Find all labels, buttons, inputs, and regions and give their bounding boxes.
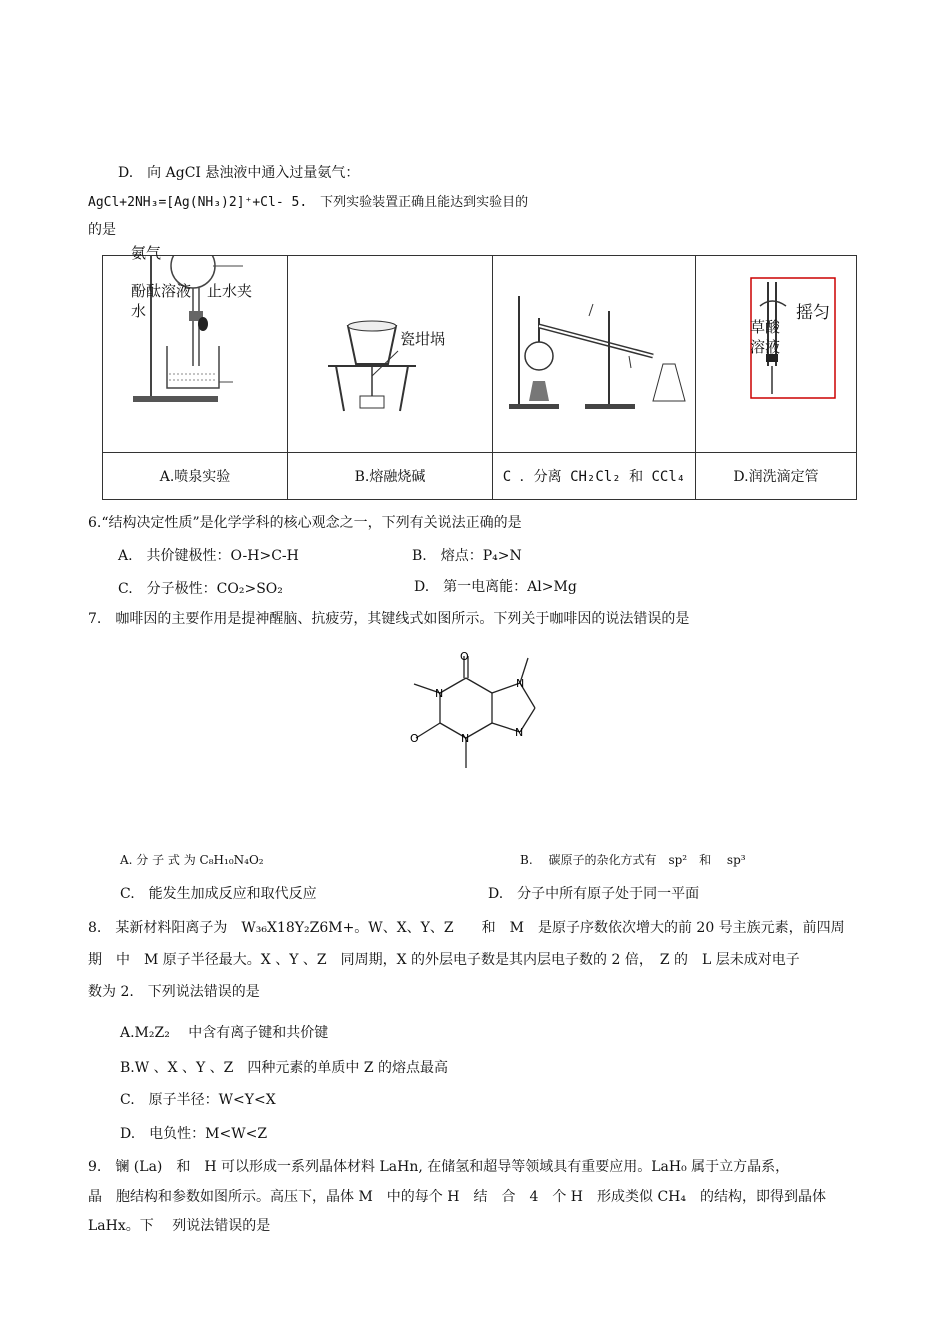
label-water: 水 — [131, 302, 147, 320]
q4-equation — [88, 191, 528, 210]
q9-stem-line1: 9. 镧 (La) 和 H 可以形成一系列晶体材料 LaHn, 在储氢和超导等领域具有重要应用。LaH₀ 属于立方晶系， — [88, 1159, 790, 1175]
crucible-apparatus-diagram — [288, 256, 492, 452]
caffeine-structure-diagram — [400, 650, 560, 780]
q8-option-c: C. 原子半径：W<Y<X — [120, 1092, 276, 1108]
q8-option-a: A.M₂Z₂ 中含有离子键和共价键 — [120, 1025, 329, 1041]
q6-option-d: D. 第一电离能：Al>Mg — [414, 579, 577, 595]
q8-option-b: B.W 、X 、Y 、Z 四种元素的单质中 Z 的熔点最高 — [120, 1060, 449, 1076]
atom-n-1: N — [435, 687, 444, 700]
atom-n-7: N — [516, 677, 525, 690]
q7-option-b: B. 碳原子的杂化方式有 sp² 和 sp³ — [520, 853, 746, 867]
label-clamp: 止水夹 — [207, 282, 253, 300]
q7-option-d: D. 分子中所有原子处于同一平面 — [488, 886, 700, 902]
q8-option-d: D. 电负性：M<W<Z — [120, 1126, 268, 1142]
caption-a: A.喷泉实验 — [103, 453, 288, 500]
q6-option-c: C. 分子极性：CO₂>SO₂ — [118, 581, 283, 597]
q6-stem: 6.“结构决定性质”是化学学科的核心观念之一，下列有关说法正确的是 — [88, 515, 522, 531]
caption-d: D.润洗滴定管 — [696, 453, 857, 500]
q6-option-a: A. 共价键极性：O-H>C-H — [118, 548, 299, 564]
q7-option-a: A. 分 子 式 为 C₈H₁₀N₄O₂ — [120, 853, 264, 867]
q5-apparatus-table — [102, 244, 857, 500]
cell-b-image — [288, 256, 493, 453]
q8-stem-line2: 期 中 M 原子半径最大。X 、Y 、Z 同周期，X 的外层电子数是其内层电子数的 2 倍， Z 的 L 层未成对电子 — [88, 952, 800, 968]
q9-stem-line3: LaHx。下 列说法错误的是 — [88, 1218, 271, 1234]
q9-stem-line2: 晶 胞结构和参数如图所示。高压下，晶体 M 中的每个 H 结 合 4 个 H 形成类似 CH₄ 的结构，即得到晶体 — [88, 1189, 826, 1205]
q8-stem-line1: 8. 某新材料阳离子为 W₃₆X18Y₂Z6M+。W、X、Y、Z 和 M 是原子序数依次增大的前 20 号主族元素，前四周 — [88, 920, 845, 936]
cell-c-image — [493, 256, 696, 453]
label-phenolphthalein: 酚酞溶液 — [131, 282, 192, 300]
q5-intro: 5. 下列实验装置正确且能达到实验目的 — [291, 195, 529, 210]
cell-a-image — [103, 244, 288, 453]
label-oxalic-2: 溶液 — [750, 338, 781, 356]
label-ammonia: 氨气 — [131, 244, 162, 262]
q8-stem-line3: 数为 2. 下列说法错误的是 — [88, 984, 260, 1000]
q7-stem: 7. 咖啡因的主要作用是提神醒脑、抗疲劳，其键线式如图所示。下列关于咖啡因的说法错误的是 — [88, 611, 690, 627]
label-shake: 摇匀 — [796, 303, 830, 323]
distillation-apparatus-diagram — [493, 256, 695, 452]
q4-equation-text: AgCl+2NH₃=[Ag(NH₃)2]⁺+Cl- — [88, 195, 284, 210]
q6-option-b: B. 熔点：P₄>N — [412, 548, 522, 564]
atom-n-3: N — [461, 732, 470, 745]
atom-o-top: O — [460, 650, 469, 663]
q5-intro-cont: 的是 — [88, 222, 116, 238]
cell-d-image — [696, 256, 857, 453]
q7-option-c: C. 能发生加成反应和取代反应 — [120, 886, 317, 902]
atom-o-left: O — [410, 732, 419, 745]
label-oxalic-1: 草酸 — [750, 318, 781, 336]
caption-b: B.熔融烧碱 — [288, 453, 493, 500]
q4-option-d: D. 向 AgCI 悬浊液中通入过量氨气： — [118, 165, 360, 181]
label-crucible: 瓷坩埚 — [400, 330, 446, 348]
atom-n-9: N — [515, 726, 524, 739]
caption-c: C ．分离 CH₂Cl₂ 和 CCl₄ — [493, 453, 696, 500]
